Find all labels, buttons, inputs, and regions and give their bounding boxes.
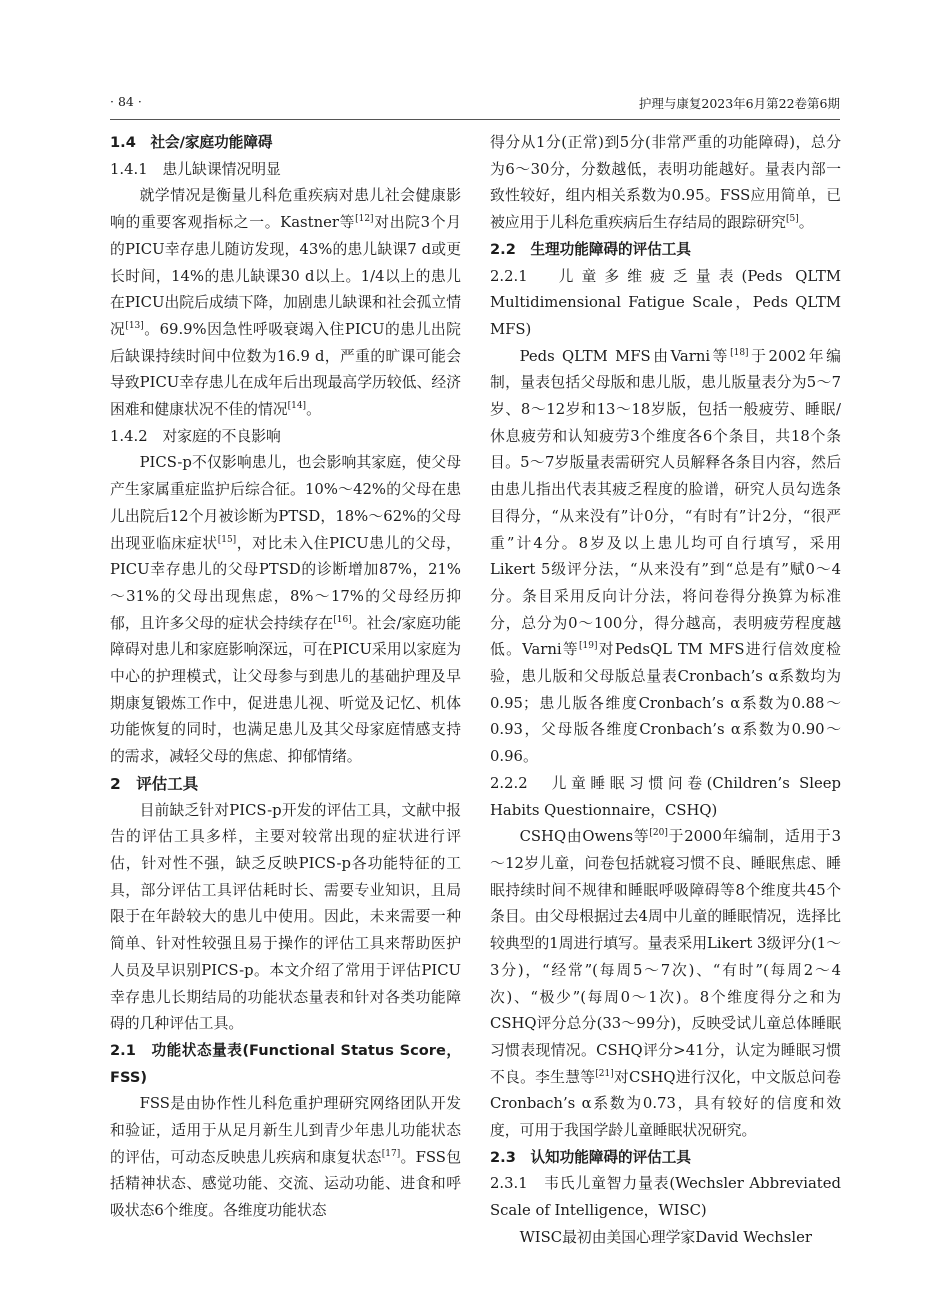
section-heading bbox=[490, 1171, 841, 1224]
text-run: 。FSS包括精神状态、感觉功能、交流、运动功能、进食和呼吸状态6个维度。各维度功能状态 bbox=[110, 1148, 461, 1220]
text-run: FSS是由协作性儿科危重护理研究网络团队开发和验证，适用于从足月新生儿到青少年患儿功能状态的评估，可动态反映患儿疾病和康复状态 bbox=[110, 1095, 461, 1166]
citation-ref: [5] bbox=[785, 214, 799, 225]
text-run: 。69.9%因急性呼吸衰竭入住PICU的患儿出院后缺课持续时间中位数为16.9 d，严重的旷课可能会导致PICU幸存患儿在成年后出现最高学历较低、经济困难和健康状况不佳的情况 bbox=[110, 320, 461, 419]
text-run: CSHQ由Owens等 bbox=[519, 828, 650, 846]
text-run: 于2002年编制，量表包括父母版和患儿版，患儿版量表分为5～7岁、8～12岁和13～18岁版，包括一般疲劳、睡眠/休息疲劳和认知疲劳3个维度各6个条目，共18个条目。5～7岁版量表需研究人员解释各条目内容，然后由患儿指出代表其疲乏程度的脸谱，研究人员勾选条目得分，“从来没有”计0分，“有时有”计2分，“很严重”计4分。8岁及以上患儿均可自行填写，采用Likert 5级评分法，“从来没有”到“总是有”赋0～4分。条目采用反向计分法，将问卷得分换算为标准分，总分为0～100分，得分越高，表明疲劳程度越低。Varni等 bbox=[490, 347, 841, 659]
citation-ref: [16] bbox=[333, 614, 352, 625]
citation-ref: [15] bbox=[217, 534, 237, 545]
section-heading bbox=[490, 771, 841, 824]
paragraph bbox=[490, 1225, 841, 1252]
text-run: 2.2 生理功能障碍的评估工具 bbox=[490, 240, 691, 258]
section-heading bbox=[110, 1038, 461, 1091]
text-run: 对PedsQL TM MFS进行信效度检验，患儿版和父母版总量表Cronbach’s α系数均为0.95；患儿版各维度Cronbach’s α系数为0.88～0.93，父母版各维度Cronbach’s α系数为0.90～0.96。 bbox=[490, 641, 841, 766]
text-run: 2.1 功能状态量表(Functional Status Score，FSS) bbox=[110, 1041, 461, 1086]
page-number: · 84 · bbox=[110, 94, 142, 109]
section-heading bbox=[490, 264, 841, 344]
citation-ref: [14] bbox=[287, 401, 307, 412]
text-run: 2.2.1 儿童多维疲乏量表(Peds QLTM Multidimensional Fatigue Scale，Peds QLTM MFS) bbox=[490, 267, 841, 338]
header-rule bbox=[110, 119, 840, 120]
text-run: Peds QLTM MFS由Varni等 bbox=[519, 347, 731, 365]
text-run: 2.2.2 儿童睡眠习惯问卷(Children’s Sleep Habits Questionnaire，CSHQ) bbox=[490, 774, 841, 819]
paragraph bbox=[110, 183, 461, 423]
paragraph bbox=[490, 130, 841, 237]
right-column bbox=[490, 130, 841, 1252]
text-run: 2.3.1 韦氏儿童智力量表(Wechsler Abbreviated Scale of Intelligence，WISC) bbox=[490, 1175, 841, 1220]
text-run: 对CSHQ进行汉化，中文版总问卷Cronbach’s α系数为0.73，具有较好的信度和效度，可用于我国学龄儿童睡眠状况研究。 bbox=[490, 1068, 841, 1140]
paragraph bbox=[490, 824, 841, 1144]
paragraph bbox=[110, 450, 461, 770]
citation-ref: [17] bbox=[381, 1148, 401, 1159]
text-run: WISC最初由美国心理学家David Wechsler bbox=[519, 1228, 812, 1246]
citation-ref: [19] bbox=[579, 641, 598, 652]
citation-ref: [13] bbox=[125, 320, 144, 331]
journal-running-head: 护理与康复2023年6月第22卷第6期 bbox=[638, 96, 840, 111]
text-run: 2 评估工具 bbox=[110, 774, 199, 793]
citation-ref: [18] bbox=[730, 347, 749, 358]
section-heading bbox=[490, 237, 841, 264]
text-run: PICS-p不仅影响患儿，也会影响其家庭，使父母产生家属重症监护后综合征。10%～42%的父母在患儿出院后12个月被诊断为PTSD，18%～62%的父母出现亚临床症状 bbox=[110, 454, 461, 552]
citation-ref: [21] bbox=[595, 1068, 614, 1079]
paragraph bbox=[110, 798, 461, 1038]
text-run: 1.4.1 患儿缺课情况明显 bbox=[110, 160, 281, 178]
paragraph bbox=[110, 1091, 461, 1225]
text-run: 对出院3个月的PICU幸存患儿随访发现，43%的患儿缺课7 d或更长时间，14%的患儿缺课30 d以上。1/4以上的患儿在PICU出院后成绩下降，加剧患儿缺课和社会孤立情况 bbox=[110, 214, 461, 338]
text-run: 1.4 社会/家庭功能障碍 bbox=[110, 134, 273, 151]
section-heading bbox=[110, 130, 461, 157]
left-column bbox=[110, 130, 461, 1225]
text-run: 得分从1分(正常)到5分(非常严重的功能障碍)，总分为6～30分，分数越低，表明功能越好。量表内部一致性较好，组内相关系数为0.95。FSS应用简单，已被应用于儿科危重疾病后生存结局的跟踪研究 bbox=[490, 134, 841, 232]
citation-ref: [20] bbox=[649, 828, 668, 839]
text-run: 于2000年编制，适用于3～12岁儿童，问卷包括就寝习惯不良、睡眠焦虑、睡眠持续时间不规律和睡眠呼吸障碍等8个维度共45个条目。由父母根据过去4周中儿童的睡眠情况，选择比较典型的1周进行填写。量表采用Likert 3级评分(1～3分)，“经常”(每周5～7次)、“有时”(每周2～4次)、“极少”(每周0～1次)。8个维度得分之和为CSHQ评分总分(33～99分)，反映受试儿童总体睡眠习惯表现情况。CSHQ评分>41分，认定为睡眠习惯不良。李生慧等 bbox=[490, 828, 841, 1086]
text-run: 2.3 认知功能障碍的评估工具 bbox=[490, 1148, 691, 1166]
section-heading bbox=[110, 424, 461, 451]
text-run: 。社会/家庭功能障碍对患儿和家庭影响深远，可在PICU采用以家庭为中心的护理模式，让父母参与到患儿的基础护理及早期康复锻炼工作中，促进患儿视、听觉及记忆、机体功能恢复的同时，也满足患儿及其父母家庭情感支持的需求，减轻父母的焦虑、抑郁情绪。 bbox=[110, 614, 461, 766]
section-heading bbox=[490, 1145, 841, 1172]
paragraph bbox=[490, 344, 841, 771]
text-run: 。 bbox=[306, 401, 321, 419]
text-run: 目前缺乏针对PICS-p开发的评估工具，文献中报告的评估工具多样，主要对较常出现的症状进行评估，针对性不强，缺乏反映PICS-p各功能特征的工具，部分评估工具评估耗时长、需要专业知识，且局限于在年龄较大的患儿中使用。因此，未来需要一种简单、针对性较强且易于操作的评估工具来帮助医护人员及早识别PICS-p。本文介绍了常用于评估PICU幸存患儿长期结局的功能状态量表和针对各类功能障碍的几种评估工具。 bbox=[110, 801, 461, 1033]
section-heading bbox=[110, 157, 461, 184]
text-run: ，对比未入住PICU患儿的父母，PICU幸存患儿的父母PTSD的诊断增加87%，21%～31%的父母出现焦虑，8%～17%的父母经历抑郁，且许多父母的症状会持续存在 bbox=[110, 534, 461, 632]
citation-ref: [12] bbox=[355, 214, 374, 225]
text-run: 。 bbox=[798, 214, 814, 232]
text-run: 1.4.2 对家庭的不良影响 bbox=[110, 427, 281, 445]
section-heading bbox=[110, 771, 461, 798]
text-run: 就学情况是衡量儿科危重疾病对患儿社会健康影响的重要客观指标之一。Kastner等 bbox=[110, 187, 461, 232]
